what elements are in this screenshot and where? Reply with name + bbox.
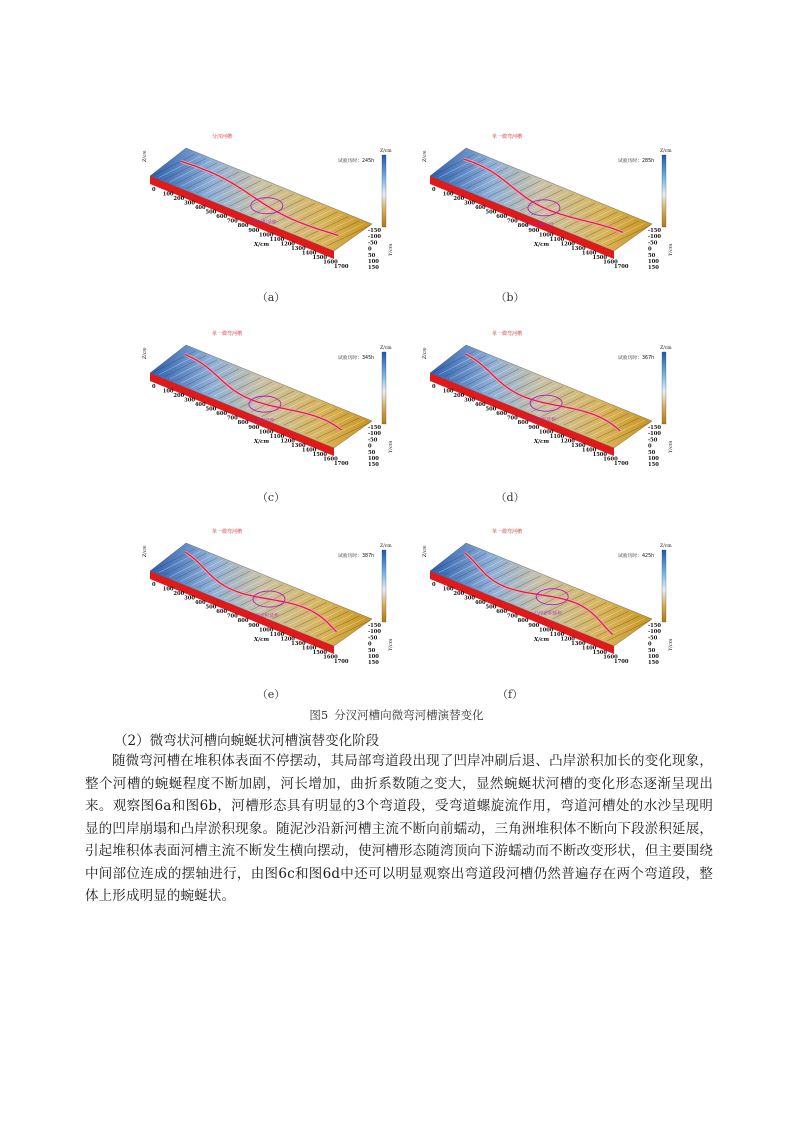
y-tick-label: -150 (368, 228, 381, 234)
x-tick-label: 700 (226, 613, 238, 620)
y-tick-label: 50 (368, 449, 376, 456)
annotation-label: 凸岸淤积延伸 (246, 419, 275, 425)
x-tick-label: 1000 (259, 232, 274, 239)
y-tick-label: -50 (648, 240, 658, 247)
y-tick-label: -150 (648, 228, 661, 234)
colorbar-unit: Z/cm (660, 544, 672, 549)
x-tick-label: 200 (453, 393, 465, 400)
y-tick-label: -100 (648, 629, 661, 636)
x-tick-label: 600 (216, 609, 228, 616)
x-tick-label: 1700 (614, 659, 629, 665)
x-tick-label: 100 (162, 388, 174, 395)
x-tick-label: 800 (517, 223, 529, 230)
x-tick-label: 900 (248, 227, 260, 234)
panel-title: 单一微弯河槽 (492, 529, 523, 535)
x-axis-label: X/cm (534, 242, 550, 248)
x-tick-label: 700 (506, 218, 518, 225)
x-axis-label: X/cm (254, 439, 270, 445)
x-tick-label: 700 (506, 613, 518, 620)
panel-label-d: （d） (495, 491, 525, 504)
panel-title: 单一微弯河槽 (492, 331, 523, 337)
y-tick-label: -50 (648, 635, 658, 642)
y-tick-label: -100 (368, 234, 381, 241)
y-axis-label: Y/cm (668, 638, 674, 651)
x-tick-label: 0 (152, 582, 156, 588)
x-tick-label: 700 (226, 218, 238, 225)
x-tick-label: 1100 (269, 433, 285, 440)
figure-caption-text: 分汊河槽向微弯河槽演替变化 (334, 708, 484, 722)
y-tick-label: -150 (368, 623, 381, 629)
test-duration: 试验历时：387h (338, 554, 375, 559)
panel-title: 单一微弯河槽 (212, 529, 243, 535)
x-tick-label: 500 (485, 209, 497, 216)
x-tick-label: 1000 (539, 429, 554, 436)
z-axis-label: Z/cm (143, 347, 148, 359)
section-paragraph: 随微弯河槽在堆积体表面不停摆动，其局部弯道段出现了凹岸冲刷后退、凸岸淤积加长的变化现象，整个河槽的蜿蜒程度不断加剧，河长增加，曲折系数随之变大，显然蜿蜒状河槽的变化形态逐渐呈现出来。观察图6a和图6b，河槽形态具有明显的3个弯道段，受弯道螺旋流作用，弯道河槽处的水沙呈现明显的凹岸崩塌和凸岸淤积现象。随泥沙沿新河槽主流不断向前蠕动，三角洲堆积体不断向下段淤积延展，引起堆积体表面河槽主流不断发生横向摆动，使河槽形态随湾顶向下游蠕动而不断改变形状，但主要围绕中间部位连成的摆轴进行，由图6c和图6d中还可以明显观察出弯道段河槽仍然普遍存在两个弯道段，整体上形成明显的蜿蜒状。 (85, 753, 713, 904)
x-tick-label: 500 (205, 406, 217, 413)
x-tick-label: 1500 (312, 649, 328, 656)
section-heading: （2）微弯状河槽向蜿蜒状河槽演替变化阶段 (114, 733, 380, 749)
colorbar (382, 155, 386, 227)
y-tick-label: -150 (368, 425, 381, 431)
y-tick-label: 0 (648, 641, 652, 648)
z-axis-label: Z/cm (423, 347, 428, 359)
x-tick-label: 300 (184, 397, 195, 404)
y-axis-label: Y/cm (668, 243, 674, 256)
terrain-plot (422, 523, 677, 673)
x-tick-label: 500 (485, 604, 497, 611)
panel-title: 单一微弯河槽 (492, 134, 523, 140)
x-tick-label: 1300 (291, 442, 306, 449)
x-tick-label: 1700 (334, 659, 349, 665)
x-tick-label: 100 (442, 191, 454, 198)
y-tick-label: -50 (368, 437, 378, 444)
y-tick-label: 0 (648, 443, 652, 450)
terrain-plot (422, 128, 677, 278)
x-tick-label: 1400 (301, 447, 317, 454)
y-tick-label: 150 (368, 462, 379, 469)
annotation-label: 凸岸淤积延伸 (528, 418, 556, 424)
x-tick-label: 800 (517, 618, 529, 625)
x-tick-label: 1000 (539, 232, 554, 239)
x-tick-label: 0 (432, 187, 436, 193)
y-tick-label: -150 (648, 623, 661, 629)
colorbar-unit: Z/cm (380, 149, 392, 154)
colorbar (382, 352, 386, 424)
x-tick-label: 1300 (571, 245, 586, 252)
x-tick-label: 1700 (614, 264, 629, 270)
x-tick-label: 1500 (592, 649, 608, 656)
y-tick-label: 100 (368, 654, 379, 660)
x-tick-label: 400 (194, 402, 206, 409)
y-tick-label: 50 (368, 647, 376, 654)
x-tick-label: 1400 (581, 447, 597, 454)
x-axis-label: X/cm (254, 242, 270, 248)
y-tick-label: 150 (648, 265, 659, 272)
x-tick-label: 0 (152, 187, 156, 193)
colorbar-unit: Z/cm (660, 346, 672, 351)
x-tick-label: 1000 (539, 627, 554, 634)
y-tick-label: 50 (648, 449, 656, 456)
figure-panel-e (142, 523, 397, 673)
terrain-plot (142, 128, 397, 278)
x-tick-label: 1100 (269, 631, 285, 638)
figure-panel-d (422, 325, 677, 475)
x-tick-label: 200 (173, 196, 185, 203)
y-tick-label: 100 (368, 259, 379, 265)
test-duration: 试验历时：345h (338, 356, 375, 361)
x-tick-label: 800 (237, 420, 249, 427)
x-tick-label: 1400 (301, 250, 317, 257)
colorbar-unit: Z/cm (380, 544, 392, 549)
y-tick-label: 150 (368, 265, 379, 272)
colorbar (662, 352, 666, 424)
x-tick-label: 1700 (334, 264, 349, 270)
y-tick-label: -50 (368, 240, 378, 247)
x-tick-label: 600 (216, 411, 228, 418)
y-tick-label: 100 (648, 456, 659, 462)
x-tick-label: 300 (464, 200, 475, 207)
colorbar-unit: Z/cm (380, 346, 392, 351)
figure-caption (0, 707, 793, 723)
x-tick-label: 1300 (291, 640, 306, 647)
y-tick-label: 100 (368, 456, 379, 462)
panel-label-c: （c） (256, 491, 286, 504)
y-tick-label: 0 (368, 443, 372, 450)
x-tick-label: 900 (528, 622, 540, 629)
x-tick-label: 1500 (312, 451, 328, 458)
x-tick-label: 1100 (549, 433, 565, 440)
x-tick-label: 1700 (614, 461, 629, 467)
test-duration: 试验历时：367h (618, 356, 655, 361)
panel-label-b: （b） (495, 291, 525, 304)
figure-panel-c (142, 325, 397, 475)
x-tick-label: 1200 (560, 241, 575, 248)
y-tick-label: 0 (368, 246, 372, 253)
x-tick-label: 400 (474, 600, 486, 607)
y-tick-label: -100 (368, 629, 381, 636)
x-tick-label: 1600 (323, 456, 338, 463)
x-tick-label: 1600 (603, 259, 618, 266)
x-tick-label: 1400 (581, 250, 597, 257)
x-axis-label: X/cm (254, 637, 270, 643)
x-tick-label: 1600 (603, 456, 618, 463)
x-tick-label: 0 (152, 384, 156, 390)
x-tick-label: 100 (162, 191, 174, 198)
colorbar-unit: Z/cm (660, 149, 672, 154)
x-tick-label: 500 (205, 209, 217, 216)
x-tick-label: 900 (248, 622, 260, 629)
panel-label-a: （a） (256, 291, 286, 304)
x-tick-label: 1500 (592, 451, 608, 458)
x-tick-label: 400 (474, 205, 486, 212)
test-duration: 试验历时：425h (618, 554, 655, 559)
terrain-plot (422, 325, 677, 475)
x-tick-label: 100 (442, 586, 454, 593)
x-tick-label: 600 (496, 214, 508, 221)
x-tick-label: 1000 (259, 429, 274, 436)
z-axis-label: Z/cm (143, 150, 148, 162)
x-tick-label: 1200 (280, 636, 295, 643)
x-tick-label: 900 (528, 424, 540, 431)
x-tick-label: 300 (464, 595, 475, 602)
x-tick-label: 1100 (549, 236, 565, 243)
x-tick-label: 600 (496, 411, 508, 418)
x-tick-label: 1300 (291, 245, 306, 252)
x-tick-label: 500 (205, 604, 217, 611)
x-tick-label: 1300 (571, 442, 586, 449)
figure-caption-label: 图5 (309, 708, 329, 722)
x-tick-label: 1200 (560, 636, 575, 643)
x-tick-label: 1500 (592, 254, 608, 261)
y-tick-label: 150 (648, 462, 659, 469)
y-tick-label: 50 (648, 647, 656, 654)
x-tick-label: 1400 (581, 645, 597, 652)
y-tick-label: -150 (648, 425, 661, 431)
x-tick-label: 200 (173, 393, 185, 400)
y-tick-label: 0 (648, 246, 652, 253)
x-tick-label: 800 (517, 420, 529, 427)
y-tick-label: -100 (648, 431, 661, 438)
x-tick-label: 200 (453, 196, 465, 203)
terrain-plot (142, 523, 397, 673)
y-axis-label: Y/cm (388, 440, 394, 453)
x-tick-label: 700 (226, 415, 238, 422)
z-axis-label: Z/cm (423, 150, 428, 162)
y-tick-label: -100 (648, 234, 661, 241)
x-tick-label: 1700 (334, 461, 349, 467)
y-tick-label: 150 (648, 660, 659, 667)
x-tick-label: 1000 (259, 627, 274, 634)
test-duration: 试验历时：285h (618, 159, 655, 164)
panel-title: 单一微弯河槽 (212, 331, 243, 337)
x-tick-label: 1500 (312, 254, 328, 261)
y-axis-label: Y/cm (388, 638, 394, 651)
x-tick-label: 1600 (323, 654, 338, 661)
x-tick-label: 1400 (301, 645, 317, 652)
x-tick-label: 0 (432, 582, 436, 588)
x-tick-label: 400 (194, 205, 206, 212)
panel-title: 分汊河槽 (212, 134, 233, 140)
y-tick-label: 50 (648, 252, 656, 259)
x-tick-label: 600 (496, 609, 508, 616)
x-tick-label: 400 (194, 600, 206, 607)
x-tick-label: 400 (474, 402, 486, 409)
x-tick-label: 1100 (269, 236, 285, 243)
x-tick-label: 800 (237, 618, 249, 625)
figure-panel-a (142, 128, 397, 278)
panel-label-e: （e） (256, 688, 286, 701)
x-tick-label: 900 (248, 424, 260, 431)
y-tick-label: 100 (648, 259, 659, 265)
z-axis-label: Z/cm (143, 545, 148, 557)
y-tick-label: -50 (648, 437, 658, 444)
annotation-label: 凸岸淤积延伸 (248, 220, 277, 226)
y-tick-label: 150 (368, 660, 379, 667)
x-tick-label: 1100 (549, 631, 565, 638)
x-tick-label: 100 (442, 388, 454, 395)
x-tick-label: 1200 (280, 438, 295, 445)
figure-panel-b (422, 128, 677, 278)
x-tick-label: 300 (184, 200, 195, 207)
annotation-label: 凹岸冲刷后退 (525, 222, 554, 228)
colorbar (382, 550, 386, 622)
test-duration: 试验历时：245h (338, 159, 375, 164)
x-tick-label: 100 (162, 586, 174, 593)
x-axis-label: X/cm (534, 439, 550, 445)
annotation-label: 凸岸淤积延伸 (250, 614, 279, 620)
x-tick-label: 1200 (280, 241, 295, 248)
x-tick-label: 1600 (323, 259, 338, 266)
y-tick-label: 100 (648, 654, 659, 660)
x-tick-label: 900 (528, 227, 540, 234)
colorbar (662, 155, 666, 227)
terrain-plot (142, 325, 397, 475)
x-tick-label: 500 (485, 406, 497, 413)
x-tick-label: 700 (506, 415, 518, 422)
y-tick-label: -100 (368, 431, 381, 438)
x-tick-label: 1600 (603, 654, 618, 661)
x-tick-label: 1200 (560, 438, 575, 445)
x-tick-label: 0 (432, 384, 436, 390)
y-axis-label: Y/cm (388, 243, 394, 256)
x-tick-label: 300 (184, 595, 195, 602)
x-tick-label: 200 (453, 591, 465, 598)
x-tick-label: 300 (464, 397, 475, 404)
x-tick-label: 600 (216, 214, 228, 221)
x-tick-label: 800 (237, 223, 249, 230)
z-axis-label: Z/cm (423, 545, 428, 557)
x-tick-label: 200 (173, 591, 185, 598)
y-tick-label: 0 (368, 641, 372, 648)
y-tick-label: 50 (368, 252, 376, 259)
annotation-label: 凸岸淤积延伸 (534, 611, 562, 617)
figure-panel-f (422, 523, 677, 673)
x-axis-label: X/cm (534, 637, 550, 643)
panel-label-f: （f） (496, 688, 524, 701)
y-axis-label: Y/cm (668, 440, 674, 453)
colorbar (662, 550, 666, 622)
x-tick-label: 1300 (571, 640, 586, 647)
y-tick-label: -50 (368, 635, 378, 642)
